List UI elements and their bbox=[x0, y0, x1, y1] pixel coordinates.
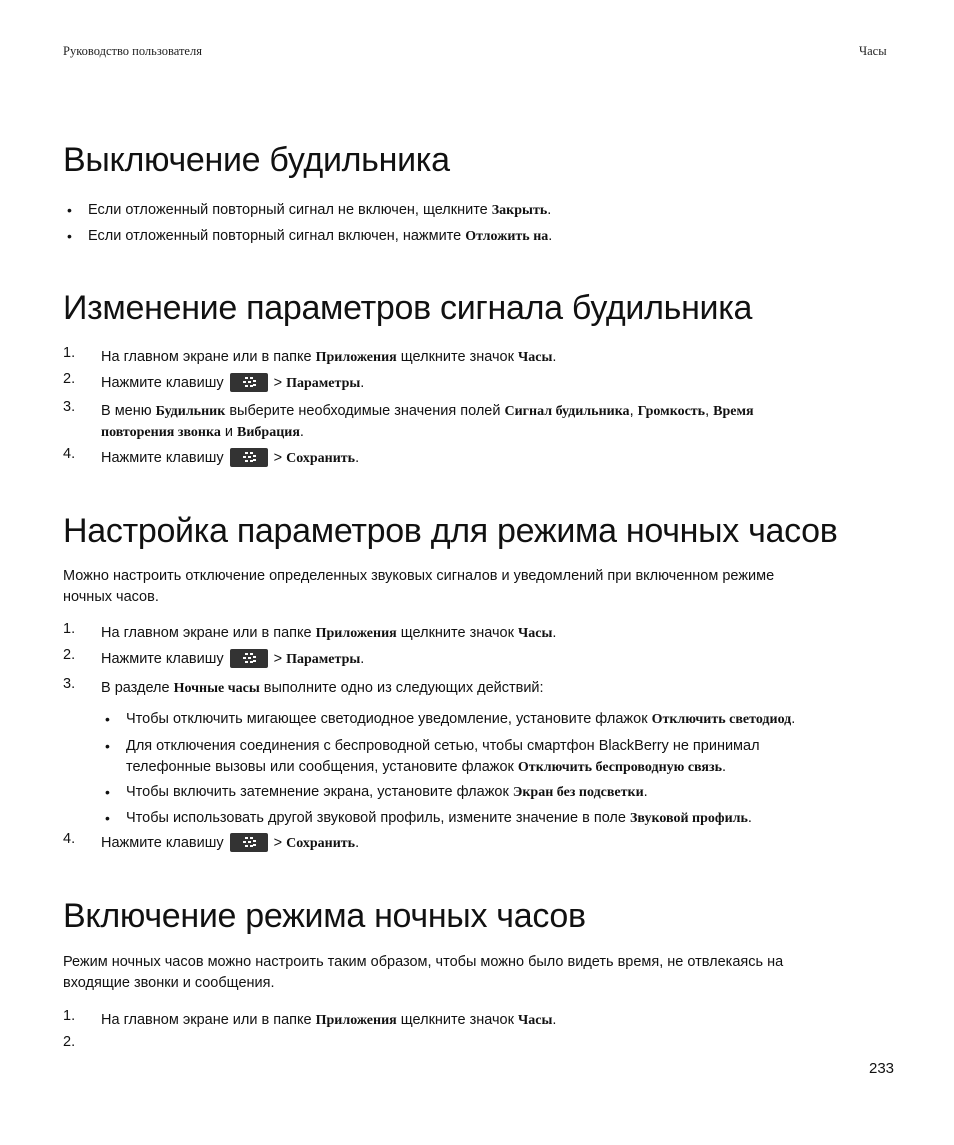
text-run: Изменение параметров сигнала будильника bbox=[63, 289, 753, 327]
step-number: 4. bbox=[63, 446, 76, 462]
text-run: щелкните значок bbox=[396, 349, 518, 365]
step-item bbox=[63, 831, 360, 854]
ui-term: Отложить на bbox=[465, 229, 549, 244]
step-item bbox=[63, 676, 544, 699]
text-run: > bbox=[273, 450, 287, 466]
text-run: На главном экране или в папке bbox=[101, 625, 316, 641]
text-run: . bbox=[643, 784, 648, 800]
text-run: Для отключения соединения с беспроводной сетью, чтобы смартфон BlackBerry не принимал bbox=[126, 738, 760, 754]
text-run: щелкните значок bbox=[396, 625, 518, 641]
step-item bbox=[63, 1008, 557, 1031]
text-run: Можно настроить отключение определенных звуковых сигналов и уведомлений при включенном режиме bbox=[63, 568, 775, 584]
bullet-item bbox=[67, 200, 552, 221]
text-run: . bbox=[552, 1012, 557, 1028]
page-number: 233 bbox=[869, 1060, 895, 1077]
bullet-icon: • bbox=[105, 810, 110, 826]
sub-bullet-item bbox=[105, 782, 648, 803]
ui-term: Приложения bbox=[315, 626, 397, 641]
bullet-icon: • bbox=[67, 228, 72, 244]
bullet-icon: • bbox=[105, 784, 110, 800]
sub-bullet-item bbox=[105, 736, 760, 778]
text-run: На главном экране или в папке bbox=[101, 1012, 316, 1028]
step-number: 1. bbox=[63, 1008, 76, 1024]
blackberry-menu-key-icon bbox=[230, 448, 268, 467]
text-run: Включение режима ночных часов bbox=[63, 897, 586, 935]
text-run: Чтобы использовать другой звуковой профиль, измените значение в поле bbox=[126, 810, 630, 826]
text-run: > bbox=[273, 835, 287, 851]
text-run: В разделе bbox=[101, 680, 174, 696]
sub-bullet-item bbox=[105, 709, 796, 730]
step-item bbox=[63, 345, 557, 368]
text-run: На главном экране или в папке bbox=[101, 349, 316, 365]
text-run: . bbox=[299, 424, 304, 440]
text-run: телефонные вызовы или сообщения, установите флажок bbox=[126, 759, 518, 775]
running-header-right: Часы bbox=[859, 44, 887, 58]
text-run: . bbox=[547, 202, 552, 218]
text-run: . bbox=[355, 450, 360, 466]
step-number: 1. bbox=[63, 621, 76, 637]
ui-term: Звуковой профиль bbox=[630, 811, 748, 826]
ui-term: Часы bbox=[518, 1013, 553, 1028]
text-run: Нажмите клавишу bbox=[101, 651, 224, 667]
text-run: > bbox=[273, 375, 287, 391]
text-run: , bbox=[629, 403, 638, 419]
text-run: . bbox=[360, 375, 365, 391]
ui-term: Вибрация bbox=[237, 425, 300, 440]
step-number: 1. bbox=[63, 345, 76, 361]
blackberry-menu-key-icon bbox=[230, 649, 268, 668]
section-heading bbox=[63, 288, 752, 328]
text-run: Выключение будильника bbox=[63, 141, 450, 179]
ui-term: Приложения bbox=[315, 350, 397, 365]
ui-term: Сохранить bbox=[286, 451, 356, 466]
ui-term: Закрыть bbox=[491, 203, 548, 218]
step-number: 4. bbox=[63, 831, 76, 847]
bullet-icon: • bbox=[105, 711, 110, 727]
text-run: Чтобы отключить мигающее светодиодное уведомление, установите флажок bbox=[126, 711, 652, 727]
text-run: Если отложенный повторный сигнал не включен, щелкните bbox=[88, 202, 492, 218]
ui-term: Часы bbox=[518, 350, 553, 365]
text-run: Настройка параметров для режима ночных часов bbox=[63, 512, 838, 550]
ui-term: Приложения bbox=[315, 1013, 397, 1028]
ui-term: Ночные часы bbox=[173, 681, 260, 696]
step-item bbox=[63, 647, 365, 670]
text-run: и bbox=[220, 424, 238, 440]
paragraph bbox=[63, 952, 783, 994]
ui-term: Параметры bbox=[286, 652, 361, 667]
text-run: ночных часов. bbox=[63, 589, 159, 605]
bullet-icon: • bbox=[105, 738, 110, 754]
running-header-left: Руководство пользователя bbox=[63, 44, 202, 58]
section-heading bbox=[63, 511, 838, 551]
text-run: . bbox=[360, 651, 365, 667]
text-run: . bbox=[791, 711, 796, 727]
text-run: Чтобы включить затемнение экрана, установите флажок bbox=[126, 784, 513, 800]
ui-term: Сохранить bbox=[286, 836, 356, 851]
text-run: Нажмите клавишу bbox=[101, 450, 224, 466]
bullet-item bbox=[67, 226, 553, 247]
step-item bbox=[63, 371, 365, 394]
sub-bullet-item bbox=[105, 808, 752, 829]
ui-term: Отключить беспроводную связь bbox=[517, 760, 723, 775]
step-number: 3. bbox=[63, 676, 76, 692]
section-heading bbox=[63, 140, 450, 180]
text-run: , bbox=[705, 403, 714, 419]
step-item bbox=[63, 399, 754, 443]
text-run: выполните одно из следующих действий: bbox=[259, 680, 544, 696]
ui-term: повторения звонка bbox=[101, 425, 221, 440]
text-run: Режим ночных часов можно настроить таким образом, чтобы можно было видеть время, не отвлекаясь на bbox=[63, 954, 784, 970]
ui-term: Экран без подсветки bbox=[512, 785, 644, 800]
ui-term: Сигнал будильника bbox=[504, 404, 630, 419]
blackberry-menu-key-icon bbox=[230, 833, 268, 852]
text-run: Нажмите клавишу bbox=[101, 835, 224, 851]
ui-term: Часы bbox=[518, 626, 553, 641]
text-run: выберите необходимые значения полей bbox=[225, 403, 505, 419]
step-item bbox=[63, 621, 557, 644]
text-run: . bbox=[722, 759, 727, 775]
ui-term: Время bbox=[713, 404, 754, 419]
text-run: В меню bbox=[101, 403, 156, 419]
blackberry-menu-key-icon bbox=[230, 373, 268, 392]
step-number: 2. bbox=[63, 371, 76, 387]
bullet-icon: • bbox=[67, 202, 72, 218]
ui-term: Отключить светодиод bbox=[651, 712, 792, 727]
text-run: . bbox=[552, 349, 557, 365]
step-item bbox=[63, 446, 360, 469]
step-number: 2. bbox=[63, 647, 76, 663]
text-run: > bbox=[273, 651, 287, 667]
ui-term: Параметры bbox=[286, 376, 361, 391]
text-run: щелкните значок bbox=[396, 1012, 518, 1028]
ui-term: Громкость bbox=[637, 404, 706, 419]
paragraph bbox=[63, 566, 774, 608]
step-number: 3. bbox=[63, 399, 76, 415]
text-run: . bbox=[747, 810, 752, 826]
text-run: . bbox=[552, 625, 557, 641]
text-run: Нажмите клавишу bbox=[101, 375, 224, 391]
ui-term: Будильник bbox=[155, 404, 226, 419]
step-number: 2. bbox=[63, 1034, 76, 1050]
text-run: Если отложенный повторный сигнал включен, нажмите bbox=[88, 228, 466, 244]
section-heading bbox=[63, 896, 586, 936]
text-run: . bbox=[548, 228, 553, 244]
text-run: . bbox=[355, 835, 360, 851]
text-run: входящие звонки и сообщения. bbox=[63, 975, 275, 991]
